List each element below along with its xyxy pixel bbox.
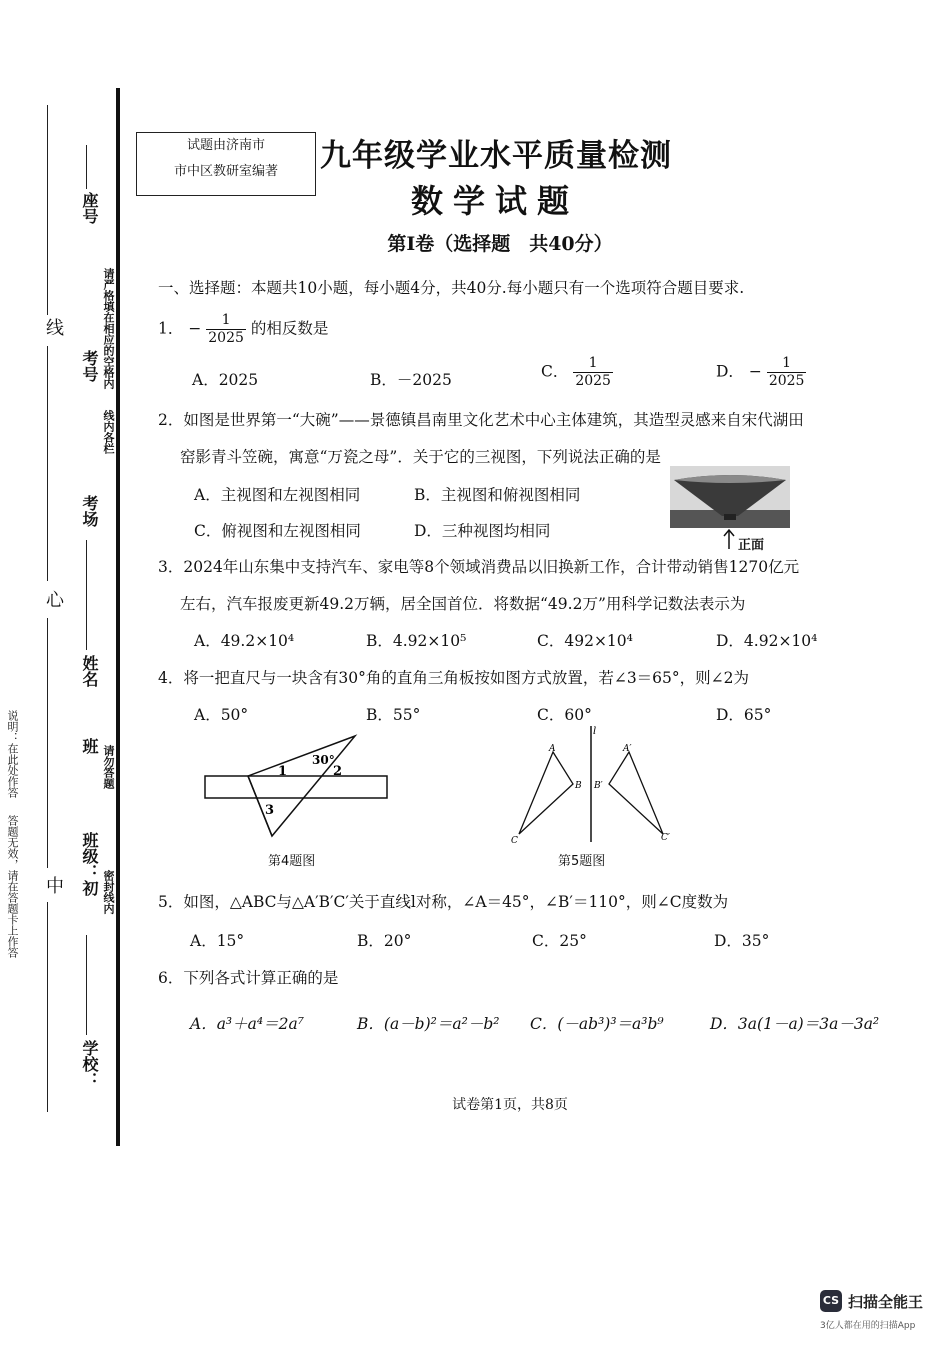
- seal-outer-note: 说明：在此处作答: [6, 710, 19, 798]
- grade-label: 班级：初: [80, 832, 99, 896]
- q4-line1: 4．将一把直尺与一块含有30°角的直角三角板按如图方式放置，若∠3＝65°，则∠2为: [158, 669, 750, 687]
- q3-option-b[interactable]: B．4.92×10⁵: [366, 632, 467, 650]
- q3-option-a[interactable]: A．49.2×10⁴: [194, 632, 295, 650]
- name-label: 姓名: [80, 655, 99, 687]
- q6-line1: 6．下列各式计算正确的是: [158, 969, 339, 987]
- class-label: 班: [80, 738, 99, 754]
- triangle-abc-prime: [609, 752, 663, 834]
- q1-d-minus: −: [748, 362, 762, 381]
- q1-text: 的相反数是: [250, 319, 329, 338]
- q5-caption: 第5题图: [558, 854, 606, 869]
- triangle-shape: [248, 736, 355, 836]
- exam-no-label: 考号: [80, 350, 99, 382]
- q3-option-d[interactable]: D．4.92×10⁴: [716, 632, 818, 650]
- q1-c-num: 1: [573, 355, 613, 373]
- q5-option-c[interactable]: C．25°: [532, 932, 587, 950]
- line-l-label: l: [593, 726, 597, 737]
- watermark-tagline: 3亿人都在用的扫描App: [820, 1321, 916, 1331]
- q1-frac-den: 2025: [208, 330, 244, 346]
- seat-label: 座号: [80, 192, 99, 224]
- q4-caption: 第4题图: [268, 854, 316, 869]
- page-footer: 试卷第1页，共8页: [452, 1097, 568, 1113]
- q5-option-d[interactable]: D．35°: [714, 932, 770, 950]
- q1-c-label: C．: [541, 362, 569, 381]
- point-b-label: B: [575, 781, 582, 791]
- seal-char-heart: 心: [43, 590, 64, 608]
- angle-3-label: 3: [265, 803, 275, 818]
- q4-figure: [200, 730, 395, 842]
- q3-line2: 左右，汽车报废更新49.2万辆，居全国首位．将数据“49.2万”用科学记数法表示为: [180, 595, 746, 613]
- camscanner-logo-icon: CS: [820, 1290, 842, 1312]
- point-c-label: C: [511, 836, 518, 846]
- q1-option-a[interactable]: A．2025: [192, 371, 259, 389]
- seal-area: [0, 0, 120, 1160]
- angle-30-label: 30°: [312, 753, 335, 767]
- q1-d-fraction: [767, 355, 807, 390]
- q1-number: 1．: [158, 319, 184, 338]
- triangle-abc: [519, 752, 573, 834]
- angle-1-label: 1: [278, 764, 288, 779]
- q1-minus: −: [188, 319, 202, 338]
- point-a-label: A: [549, 744, 556, 754]
- q1-c-den: 2025: [575, 373, 611, 389]
- q6-option-c[interactable]: C．(－ab³)³＝a³b⁹: [530, 1015, 664, 1033]
- q1-d-den: 2025: [768, 373, 805, 389]
- ruler-shape: [205, 776, 387, 798]
- fill-line: [86, 935, 87, 1035]
- q4-option-b[interactable]: B．55°: [366, 706, 421, 724]
- q1-option-b[interactable]: B．－2025: [370, 371, 452, 389]
- exam-title: 九年级学业水平质量检测: [320, 138, 672, 174]
- instruction-seal-line: 密封线内: [102, 870, 115, 914]
- q2-line2: 窑影青斗笠碗，寓意“万瓷之母”．关于它的三视图，下列说法正确的是: [180, 448, 661, 466]
- exam-room-label: 考场: [80, 495, 99, 527]
- q4-option-a[interactable]: A．50°: [194, 706, 249, 724]
- bowl-building-image: [670, 466, 790, 528]
- q5-line1: 5．如图，△ABC与△A′B′C′关于直线l对称，∠A＝45°，∠B′＝110°，则∠C度数为: [158, 893, 729, 911]
- section-title: 第Ⅰ卷（选择题 共40分）: [387, 233, 613, 255]
- q1-option-d[interactable]: [716, 355, 806, 390]
- instruction-fill: 请严格填在相应的空格内: [102, 268, 115, 389]
- seal-line: [47, 346, 48, 581]
- instruction-fields: 线内各栏: [102, 410, 115, 454]
- q2-option-c[interactable]: C．俯视图和左视图相同: [194, 522, 361, 540]
- watermark-name: 扫描全能王: [848, 1293, 924, 1311]
- seal-char-line: 线: [43, 318, 64, 336]
- seal-outer-note: 答题无效，请在答题卡上作答: [6, 815, 19, 958]
- source-line1: 试题由济南市: [186, 138, 265, 153]
- q1-option-c[interactable]: [541, 355, 613, 390]
- exam-subtitle: 数学试题: [410, 182, 579, 220]
- q4-option-c[interactable]: C．60°: [537, 706, 592, 724]
- q5-option-a[interactable]: A．15°: [190, 932, 245, 950]
- q5-option-b[interactable]: B．20°: [357, 932, 412, 950]
- q1-c-fraction: [573, 355, 613, 390]
- fill-line: [86, 540, 87, 650]
- q3-line1: 3．2024年山东集中支持汽车、家电等8个领域消费品以旧换新工作，合计带动销售1270亿元: [158, 558, 800, 576]
- q1-frac-num: 1: [206, 312, 246, 330]
- question-1: [158, 312, 328, 347]
- q2-option-d[interactable]: D．三种视图均相同: [414, 522, 551, 540]
- q2-option-b[interactable]: B．主视图和俯视图相同: [414, 486, 581, 504]
- up-arrow-icon: [722, 528, 736, 550]
- source-line2: 市中区教研室编著: [173, 164, 278, 179]
- big-bowl-photo: [670, 466, 790, 528]
- seal-line: [47, 902, 48, 1112]
- point-b-prime-label: B′: [594, 781, 603, 791]
- q2-option-a[interactable]: A．主视图和左视图相同: [194, 486, 361, 504]
- front-view-label: 正面: [738, 538, 765, 553]
- seal-line: [47, 618, 48, 868]
- q6-option-a[interactable]: A．a³＋a⁴＝2a⁷: [190, 1015, 304, 1033]
- instruction-no-answer: 请勿答题: [102, 745, 115, 789]
- q4-option-d[interactable]: D．65°: [716, 706, 772, 724]
- q5-figure: [505, 722, 680, 847]
- q1-d-label: D．: [716, 362, 744, 381]
- point-a-prime-label: A′: [623, 744, 632, 754]
- school-label: 学校：: [80, 1040, 99, 1088]
- q6-option-b[interactable]: B．(a－b)²＝a²－b²: [357, 1015, 500, 1033]
- q3-option-c[interactable]: C．492×10⁴: [537, 632, 633, 650]
- point-c-prime-label: C′: [661, 833, 670, 843]
- section-instruction: 一、选择题：本题共10小题，每小题4分，共40分.每小题只有一个选项符合题目要求.: [158, 279, 745, 297]
- seal-char-middle: 中: [43, 876, 64, 894]
- q6-option-d[interactable]: D．3a(1－a)＝3a－3a²: [710, 1015, 880, 1033]
- q2-line1: 2．如图是世界第一“大碗”——景德镇昌南里文化艺术中心主体建筑，其造型灵感来自宋代湖田: [158, 411, 804, 429]
- q1-d-num: 1: [767, 355, 807, 373]
- q1-fraction: [206, 312, 246, 347]
- angle-2-label: 2: [333, 764, 343, 779]
